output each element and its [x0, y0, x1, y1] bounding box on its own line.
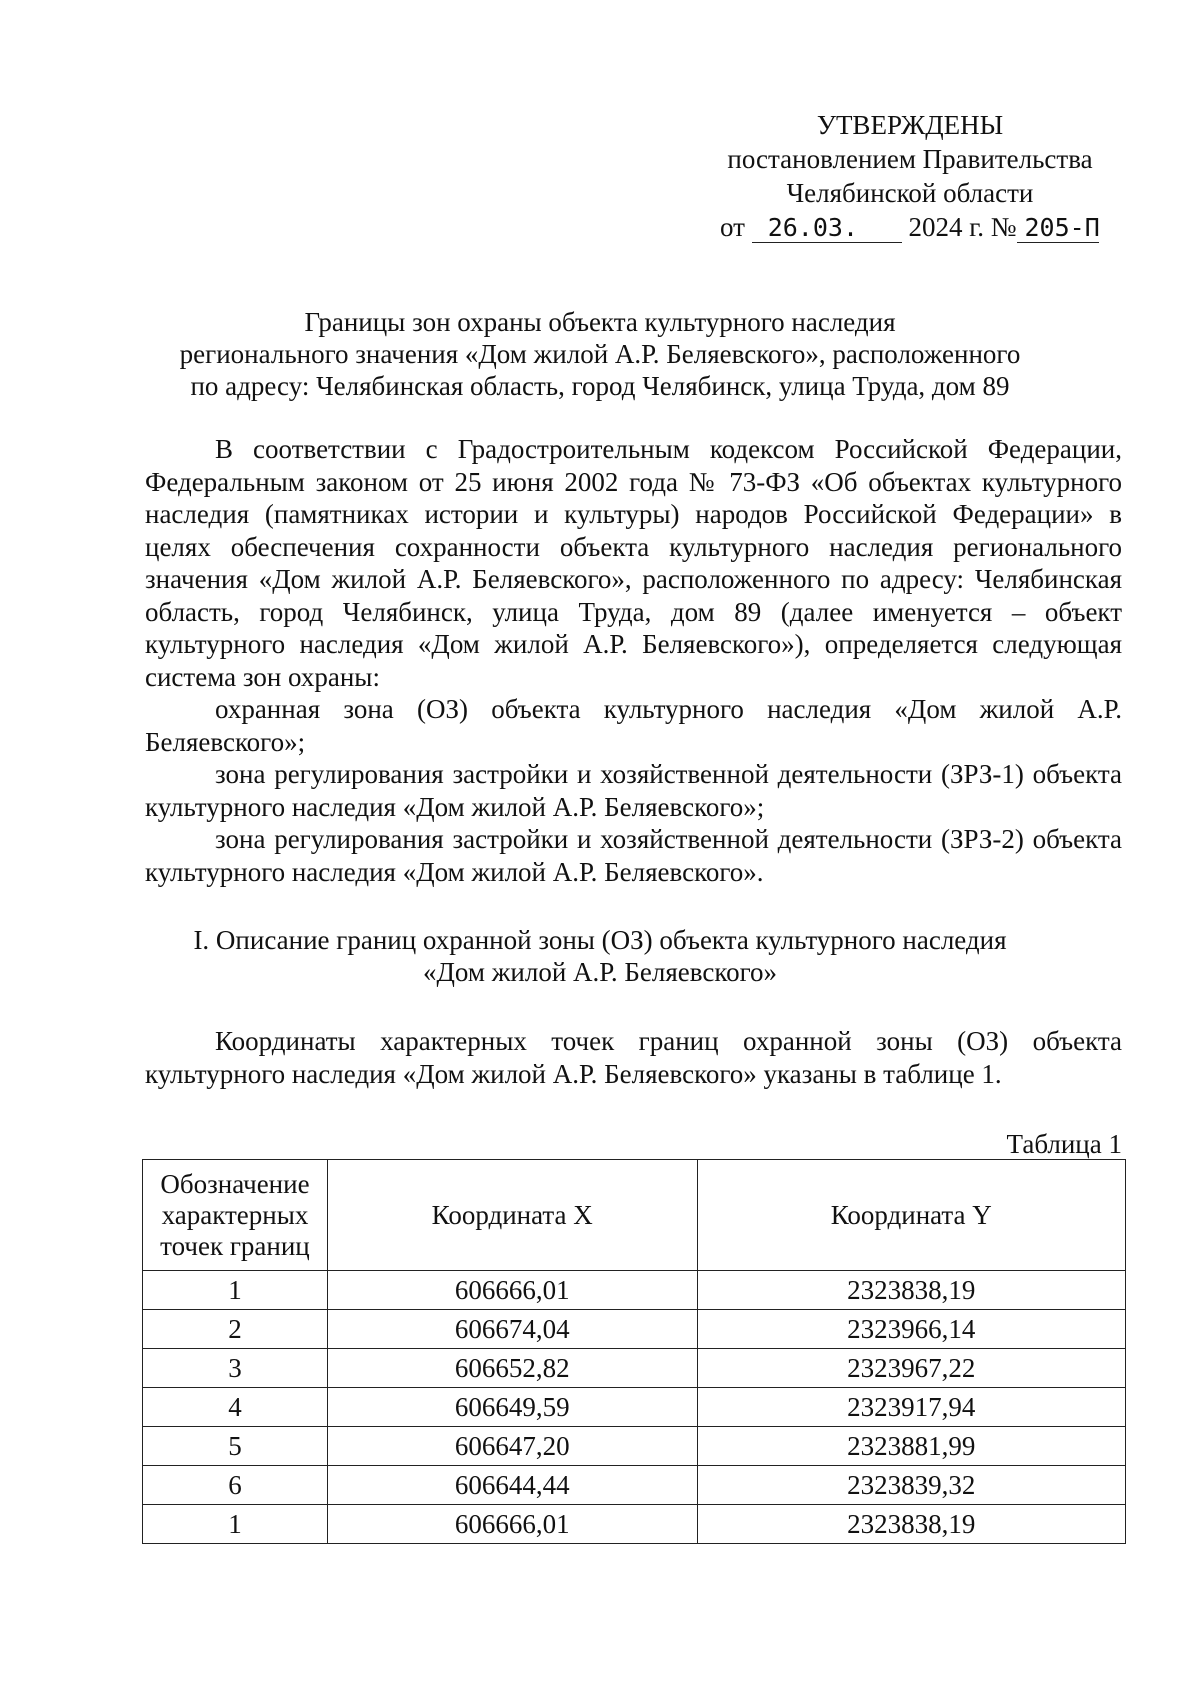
coordinate-y: 2323838,19 [697, 1271, 1125, 1310]
header-point-designation: Обозначение характерных точек границ [143, 1160, 328, 1271]
approval-heading: УТВЕРЖДЕНЫ [816, 110, 1004, 140]
table-row [143, 1349, 1126, 1388]
point-id: 4 [143, 1388, 328, 1427]
approval-line-2: Челябинской области [786, 178, 1034, 208]
coordinates-intro [145, 1025, 1122, 1090]
document-body [145, 433, 1122, 888]
coordinate-y: 2323839,32 [697, 1466, 1125, 1505]
document-title [120, 306, 1080, 402]
title-line-1: Границы зон охраны объекта культурного наследия [304, 307, 896, 337]
approval-date-line [700, 210, 1120, 244]
section-heading-line-2: «Дом жилой А.Р. Беляевского» [423, 957, 777, 987]
coordinate-y: 2323881,99 [697, 1427, 1125, 1466]
header-coordinate-y: Координата Y [697, 1160, 1125, 1271]
point-id: 3 [143, 1349, 328, 1388]
table-row [143, 1310, 1126, 1349]
point-id: 6 [143, 1466, 328, 1505]
coordinate-x: 606649,59 [327, 1388, 697, 1427]
body-paragraph-1: В соответствии с Градостроительным кодексом Российской Федерации, Федеральным законом от 25 июня 2002 года № 73-ФЗ «Об объектах культурного наследия (памятниках истории и культуры) народов Российской Федерации» в целях обеспечения сохранности объекта культурного наследия регионального значения «Дом жилой А.Р. Беляевского», расположенного по адресу: Челябинская область, город Челябинск, улица Труда, дом 89 (далее именуется – объект культурного наследия «Дом жилой А.Р. Беляевского»), определяется следующая система зон охраны: [145, 434, 1122, 692]
title-line-3: по адресу: Челябинская область, город Челябинск, улица Труда, дом 89 [190, 371, 1010, 401]
table-row [143, 1388, 1126, 1427]
body-paragraph-2: охранная зона (ОЗ) объекта культурного наследия «Дом жилой А.Р. Беляевского»; [145, 694, 1122, 757]
point-id: 5 [143, 1427, 328, 1466]
coordinates-intro-text: Координаты характерных точек границ охранной зоны (ОЗ) объекта культурного наследия «Дом жилой А.Р. Беляевского» указаны в таблице 1. [145, 1026, 1122, 1089]
point-id: 2 [143, 1310, 328, 1349]
approval-line-1: постановлением Правительства [727, 144, 1093, 174]
coordinate-y: 2323967,22 [697, 1349, 1125, 1388]
date-prefix: от [720, 212, 745, 242]
table-row [143, 1466, 1126, 1505]
point-id: 1 [143, 1271, 328, 1310]
coordinate-x: 606652,82 [327, 1349, 697, 1388]
handwritten-date: 26.03. [752, 214, 902, 243]
coordinate-x: 606674,04 [327, 1310, 697, 1349]
table-header-row [143, 1160, 1126, 1271]
coordinates-table [142, 1159, 1126, 1544]
coordinate-x: 606666,01 [327, 1505, 697, 1544]
header-coordinate-x: Координата X [327, 1160, 697, 1271]
coordinate-x: 606647,20 [327, 1427, 697, 1466]
handwritten-number: 205-П [1017, 214, 1099, 243]
table-row [143, 1271, 1126, 1310]
section-heading [120, 924, 1080, 988]
point-id: 1 [143, 1505, 328, 1544]
table-row [143, 1427, 1126, 1466]
section-heading-line-1: I. Описание границ охранной зоны (ОЗ) объекта культурного наследия [193, 925, 1007, 955]
table-caption: Таблица 1 [1006, 1129, 1122, 1159]
body-paragraph-4: зона регулирования застройки и хозяйственной деятельности (ЗРЗ-2) объекта культурного наследия «Дом жилой А.Р. Беляевского». [145, 824, 1122, 887]
coordinate-y: 2323838,19 [697, 1505, 1125, 1544]
coordinate-x: 606644,44 [327, 1466, 697, 1505]
body-paragraph-3: зона регулирования застройки и хозяйственной деятельности (ЗРЗ-1) объекта культурного наследия «Дом жилой А.Р. Беляевского»; [145, 759, 1122, 822]
title-line-2: регионального значения «Дом жилой А.Р. Беляевского», расположенного [179, 339, 1021, 369]
approval-block [700, 108, 1120, 244]
coordinate-x: 606666,01 [327, 1271, 697, 1310]
table-row [143, 1505, 1126, 1544]
coordinate-y: 2323917,94 [697, 1388, 1125, 1427]
coordinate-y: 2323966,14 [697, 1310, 1125, 1349]
year-text: 2024 г. № [908, 212, 1017, 242]
